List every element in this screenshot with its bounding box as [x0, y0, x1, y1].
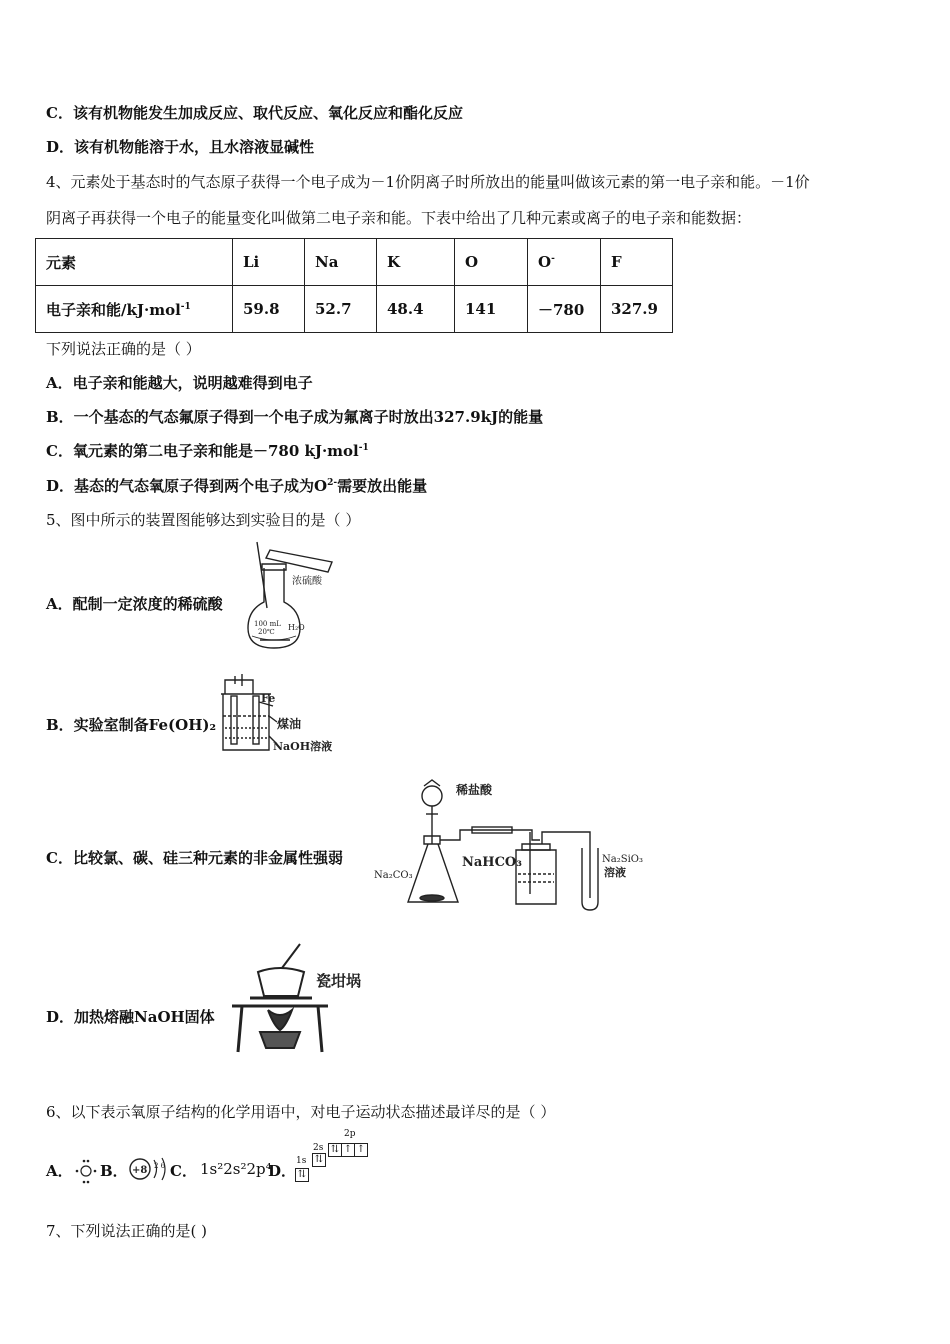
label-water: H₂O — [288, 623, 305, 632]
table-cell-header: O — [455, 239, 528, 286]
table-cell-header: F — [601, 239, 673, 286]
q4-option-c-sup: -1 — [358, 443, 369, 453]
table-cell-value: 327.9 — [601, 286, 673, 333]
orbital-label-2s: 2s — [313, 1143, 324, 1153]
label-nahco3: NaHCO₃ — [462, 855, 522, 870]
table-row — [36, 239, 673, 286]
crucible-heating-figure — [228, 940, 368, 1060]
q6-option-c-config: 1s²2s²2p⁴ — [200, 1160, 272, 1178]
q5-option-d: D．加热熔融NaOH固体 — [46, 1008, 215, 1026]
q3-option-d: D．该有机物能溶于水，且水溶液显碱性 — [46, 138, 315, 156]
table-cell-label: 元素 — [36, 239, 233, 286]
q4-option-d-text: D．基态的气态氧原子得到两个电子成为O — [46, 477, 328, 495]
affinity-unit-sup: -1 — [180, 301, 191, 312]
q4-option-d-tail: 需要放出能量 — [337, 477, 428, 495]
q4-stem-line2: 阴离子再获得一个电子的能量变化叫做第二电子亲和能。下表中给出了几种元素或离子的电子亲和能数据： — [46, 209, 752, 227]
orbital-box: ⇅ — [295, 1168, 309, 1182]
q5-option-b: B．实验室制备Fe(OH)₂ — [46, 716, 217, 734]
table-cell-header: Na — [305, 239, 377, 286]
table-row — [36, 286, 673, 333]
label-na2co3: Na₂CO₃ — [374, 870, 413, 881]
label-solution: 溶液 — [604, 866, 626, 879]
table-cell-value: 141 — [455, 286, 528, 333]
gas-washing-bottle — [516, 850, 556, 904]
wire — [225, 680, 253, 694]
nucleus-charge: +8 — [132, 1165, 148, 1176]
q6-stem: 6、以下表示氧原子结构的化学用语中，对电子运动状态描述最详尽的是（ ） — [46, 1103, 556, 1121]
table-cell-value: 52.7 — [305, 286, 377, 333]
table-cell-value: －780 — [528, 286, 601, 333]
q4-stem-line1: 4、元素处于基态时的气态原子获得一个电子成为－1价阴离子时所放出的能量叫做该元素的第一电子亲和能。－1价 — [46, 173, 810, 191]
flame — [268, 1010, 292, 1030]
electron-affinity-table — [35, 238, 673, 333]
label-fe: Fe — [261, 692, 276, 705]
acid-cylinder — [266, 550, 332, 572]
q5-stem: 5、图中所示的装置图能够达到实验目的是（ ） — [46, 511, 361, 529]
erlenmeyer-flask — [408, 844, 458, 902]
label-flask-volume: 100 mL — [254, 620, 281, 628]
orbital-label-2p: 2p — [344, 1129, 356, 1139]
q4-question: 下列说法正确的是（ ） — [46, 340, 201, 358]
label-hcl: 稀盐酸 — [456, 783, 493, 797]
q5-option-a: A．配制一定浓度的稀硫酸 — [46, 595, 223, 613]
q4-option-b: B．一个基态的气态氟原子得到一个电子成为氟离子时放出327.9kJ的能量 — [46, 408, 544, 426]
orbital-box: ↑ — [341, 1143, 355, 1157]
orbital-label-1s: 1s — [296, 1156, 307, 1166]
label-na2sio3: Na₂SiO₃ — [602, 854, 643, 865]
electron-dot-symbol — [74, 1158, 98, 1184]
q6-option-a: A． — [46, 1162, 73, 1180]
label-flask-temp: 20℃ — [258, 628, 275, 636]
orbital-box: ⇅ — [328, 1143, 342, 1157]
dropping-funnel — [422, 786, 442, 806]
delivery-tube-2 — [542, 832, 590, 844]
orbital-box: ⇅ — [312, 1153, 326, 1167]
o-ion-charge: - — [551, 254, 555, 264]
q6-option-d: D． — [268, 1162, 297, 1180]
label-naoh: NaOH溶液 — [273, 740, 333, 753]
q3-option-c: C．该有机物能发生加成反应、取代反应、氧化反应和酯化反应 — [46, 104, 463, 122]
q5-option-c: C．比较氯、碳、硅三种元素的非金属性强弱 — [46, 849, 343, 867]
affinity-label: 电子亲和能/kJ·mol — [46, 300, 181, 319]
table-cell-header: K — [377, 239, 455, 286]
q4-option-c-text: C．氧元素的第二电子亲和能是－780 kJ·mol — [46, 442, 359, 460]
volumetric-flask-figure — [240, 540, 340, 655]
q4-option-c — [46, 440, 369, 461]
atomic-structure-diagram — [126, 1154, 174, 1184]
alcohol-lamp — [260, 1032, 300, 1048]
label-acid: 浓硫酸 — [292, 576, 322, 587]
shell-electrons: 2 6 — [154, 1162, 166, 1170]
table-cell-header — [528, 239, 601, 286]
q4-option-d-sup: 2- — [327, 478, 338, 488]
fe-oh2-apparatus-figure — [215, 672, 340, 762]
q6-option-c-label: C． — [170, 1162, 197, 1180]
table-cell-value: 48.4 — [377, 286, 455, 333]
orbital-box: ↑ — [354, 1143, 368, 1157]
delivery-tube-1 — [440, 830, 540, 840]
crucible — [258, 968, 304, 996]
table-cell-label — [36, 286, 233, 333]
label-crucible: 瓷坩埚 — [316, 972, 362, 990]
label-kerosene: 煤油 — [277, 717, 302, 731]
q6-option-b: B． — [100, 1162, 128, 1180]
nonmetal-comparison-apparatus-figure — [372, 778, 657, 913]
q4-option-d — [46, 475, 427, 496]
o-ion-symbol: O — [538, 253, 552, 271]
table-cell-value: 59.8 — [233, 286, 305, 333]
table-cell-header: Li — [233, 239, 305, 286]
q7-stem: 7、下列说法正确的是( ) — [46, 1222, 208, 1240]
orbital-diagram — [295, 1128, 385, 1186]
q4-option-a: A．电子亲和能越大，说明越难得到电子 — [46, 374, 313, 392]
glass-rod — [257, 542, 267, 608]
